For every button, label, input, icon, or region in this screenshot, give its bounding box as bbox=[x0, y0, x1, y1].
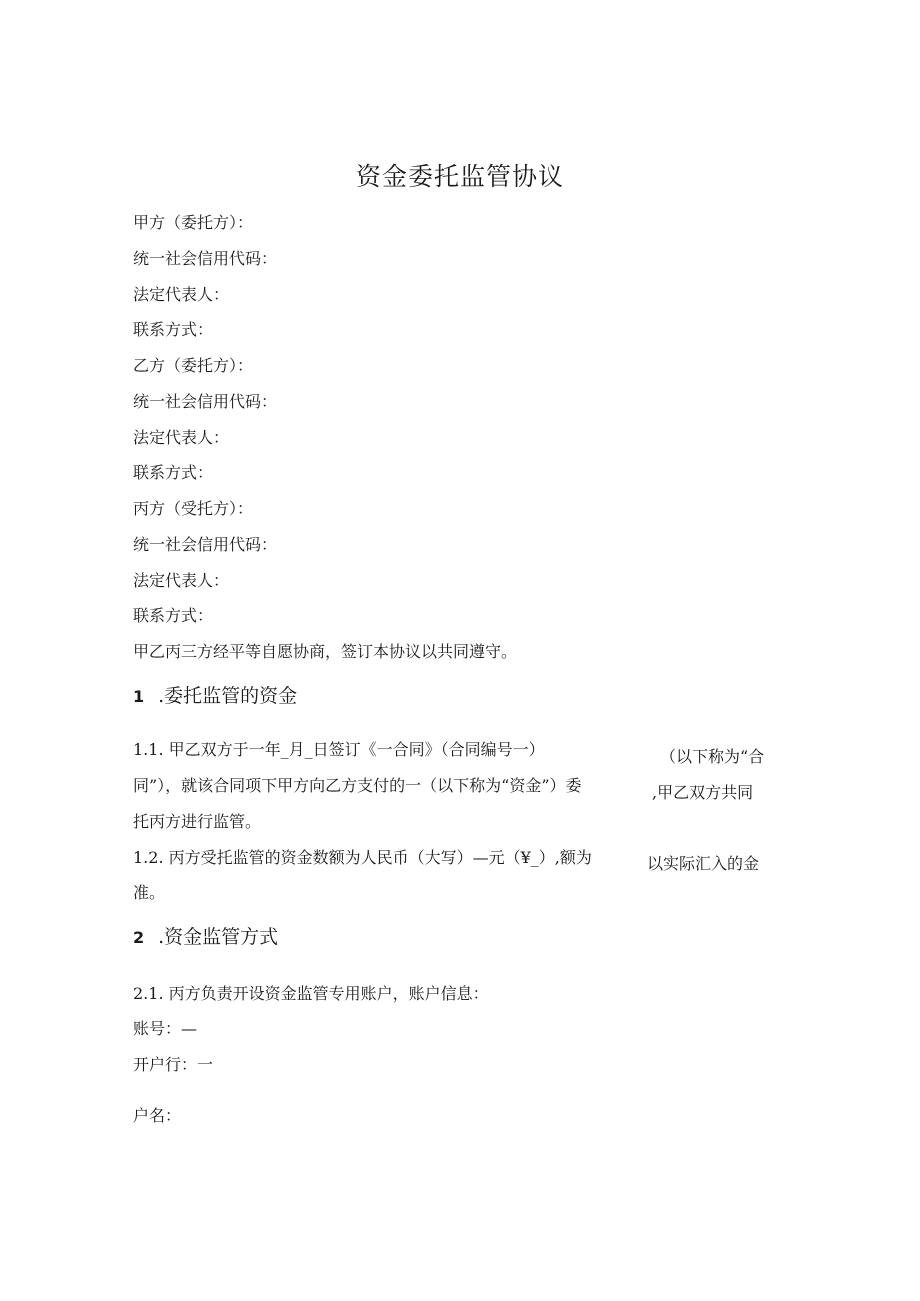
section-2-heading bbox=[133, 925, 278, 950]
clause-1-1-line-2: 同”），就该合同项下甲方向乙方支付的一（以下称为“资金”）委 bbox=[133, 776, 582, 795]
document-title: 资金委托监管协议 bbox=[355, 162, 564, 191]
section-1-title: .委托监管的资金 bbox=[158, 685, 298, 707]
account-number: 账号：— bbox=[133, 1019, 198, 1038]
section-2-title: .资金监管方式 bbox=[158, 926, 279, 948]
party-a-credit-code: 统一社会信用代码： bbox=[133, 249, 278, 268]
clause-1-1-line-1: 1.1. 甲乙双方于一年_月_日签订《一合同》（合同编号一） bbox=[133, 740, 545, 759]
intro-text: 甲乙丙三方经平等自愿协商，签订本协议以共同遵守。 bbox=[133, 642, 518, 661]
section-1-heading bbox=[133, 684, 297, 709]
party-b-contact: 联系方式： bbox=[133, 463, 214, 482]
party-b-legal-rep: 法定代表人： bbox=[133, 428, 230, 447]
section-1-number: 1 bbox=[133, 687, 145, 706]
party-a-legal-rep: 法定代表人： bbox=[133, 285, 230, 304]
clause-1-2-line-2: 准。 bbox=[133, 883, 166, 902]
party-b-label: 乙方（委托方）： bbox=[133, 356, 254, 375]
party-c-legal-rep: 法定代表人： bbox=[133, 571, 230, 590]
party-c-credit-code: 统一社会信用代码： bbox=[133, 535, 278, 554]
party-a-label: 甲方（委托方）： bbox=[133, 213, 254, 232]
account-name: 户名： bbox=[133, 1106, 182, 1125]
party-c-label: 丙方（受托方）： bbox=[133, 499, 254, 518]
clause-1-2-line-1: 1.2. 丙方受托监管的资金数额为人民币（大写）—元（¥_）,额为 bbox=[133, 848, 592, 867]
party-b-credit-code: 统一社会信用代码： bbox=[133, 392, 278, 411]
bank-name: 开户行：一 bbox=[133, 1055, 214, 1074]
clause-1-1-line-1-right: （以下称为“合 bbox=[660, 747, 765, 766]
clause-1-1-line-3: 托丙方进行监管。 bbox=[133, 812, 262, 831]
section-2-number: 2 bbox=[133, 928, 145, 947]
party-a-contact: 联系方式： bbox=[133, 320, 214, 339]
clause-1-2-line-1-right: 以实际汇入的金 bbox=[647, 854, 760, 873]
party-c-contact: 联系方式： bbox=[133, 606, 214, 625]
clause-1-1-line-2-right: ,甲乙双方共同 bbox=[652, 783, 754, 802]
clause-2-1: 2.1. 丙方负责开设资金监管专用账户，账户信息： bbox=[133, 984, 489, 1003]
